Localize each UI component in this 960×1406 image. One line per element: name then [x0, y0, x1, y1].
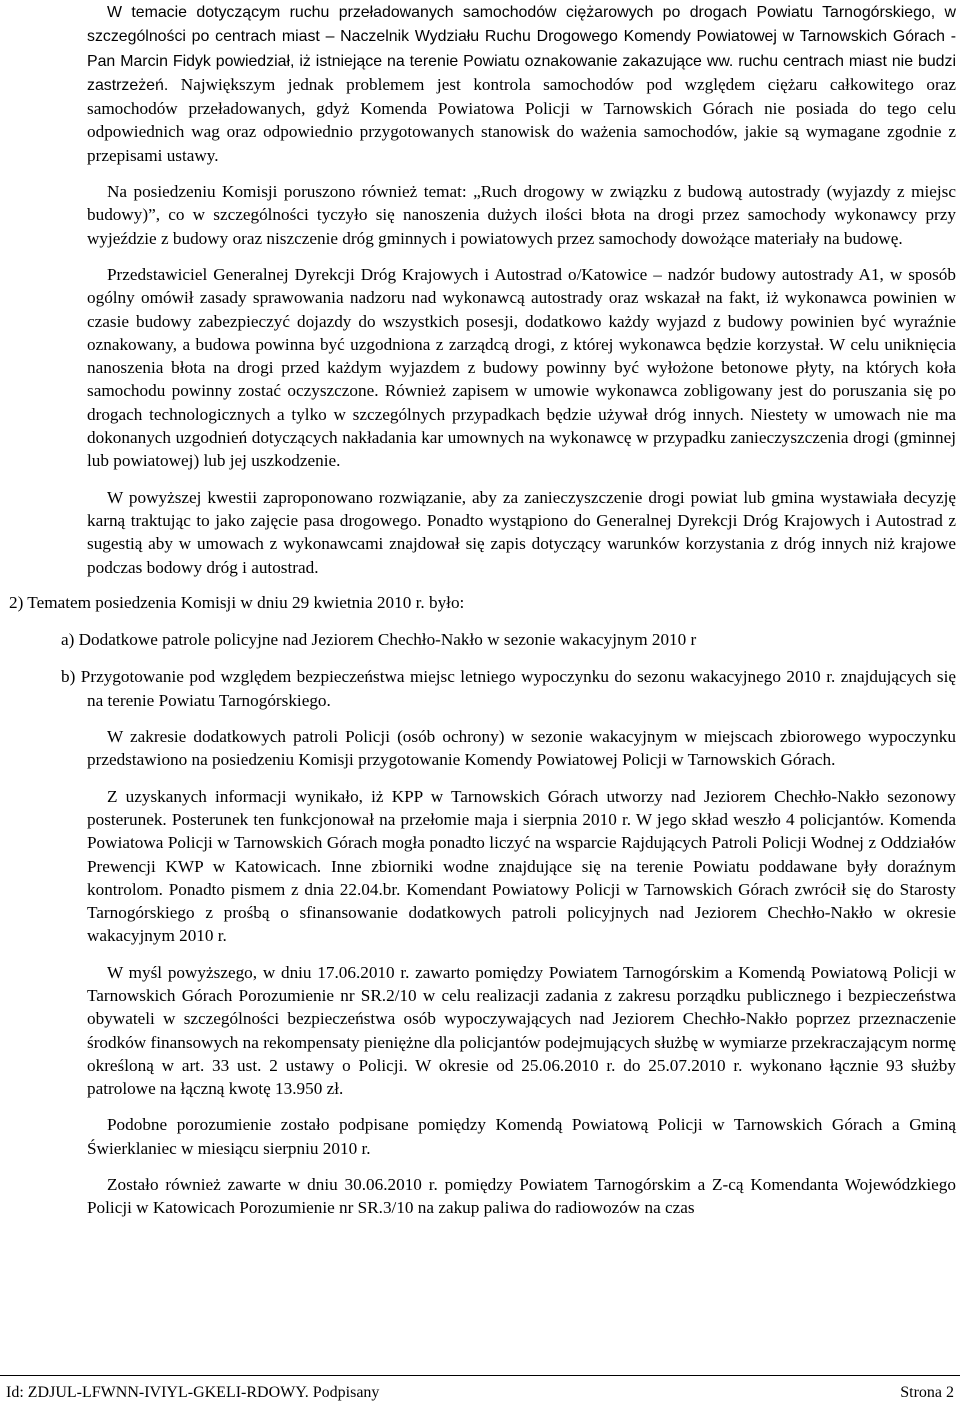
paragraph-police-patrols: W zakresie dodatkowych patroli Policji (osób ochrony) w sezonie wakacyjnym w miejscach zbiorowego wypoczynku przedstawiono na posiedzeniu Komisji przygotowanie Komendy Powiatowej Policji w Tarnowskich Górach.: [87, 727, 956, 770]
paragraph-agreement-sr2: W myśl powyższego, w dniu 17.06.2010 r. zawarto pomiędzy Powiatem Tarnogórskim a Komendą Powiatową Policji w Tarnowskich Górach Porozumienie nr SR.2/10 w celu realizacji zadania z zakresu porządku publicznego i bezpieczeństwa obywateli w szczególności bezpieczeństwa osób wypoczywających nad Jeziorem Chechło-Nakło poprzez przeznaczenie środków finansowych na rekompensaty pieniężne dla policjantów podejmujących służbę w wymiarze przekraczającym normę określoną w art. 33 ust. 2 ustawy o Policji. W okresie od 25.06.2010 r. do 25.07.2010 r. wykonano łącznie 93 służby patrolowe na łączną kwotę 13.950 zł.: [87, 962, 956, 1099]
sub-item-a: a) Dodatkowe patrole policyjne nad Jeziorem Chechło-Nakło w sezonie wakacyjnym 2010 r: [61, 630, 697, 650]
paragraph-gddkia-representative: Przedstawiciel Generalnej Dyrekcji Dróg Krajowych i Autostrad o/Katowice – nadzór budowy autostrady A1, w sposób ogólny omówił zasady sprawowania nadzoru nad wykonawcą autostrady oraz wskazał na fakt, iż wykonawca powinien w czasie budowy zabezpieczyć dojazdy do wszystkich posesji, dodatkowo każdy wyjazd z budowy powinien być wyraźnie oznakowany, a budowa powinna być uzgodniona z zarządcą drogi, z której wykonawca będzie korzystał. W celu uniknięcia nanoszenia błota na drogi przed każdym wyjazdem z budowy powinny być wyłożone betonowe płyty, na których koła samochodu powinny zostać oczyszczone. Również zapisem w umowie wykonawca zobligowany jest do poruszania się po drogach technologicznych a tylko w szczególnych przypadkach będzie używał dróg innych. Niestety w umowach nie ma dokonanych uzgodnień dotyczących nakładania kar umownych na wykonawcę w przypadku zanieczyszczenia drogi (gminnej lub powiatowej) lub jej uszkodzenie.: [87, 264, 956, 471]
page-footer: [0, 1375, 960, 1401]
paragraph-motorway-topic: Na posiedzeniu Komisji poruszono również temat: „Ruch drogowy w związku z budową autostrady (wyjazdy z miejsc budowy)”, co w szczególności tyczyło się nanoszenia dużych ilości błota na drogi przez samochody wykonawcy przy wyjeździe z budowy oraz niszczenie dróg gminnych i powiatowych przez samochody dowożące materiały na budowę.: [87, 182, 956, 248]
page-number: Strona 2: [900, 1384, 954, 1401]
document-id: Id: ZDJUL-LFWNN-IVIYL-GKELI-RDOWY. Podpisany: [6, 1384, 380, 1401]
sub-item-b: b) Przygotowanie pod względem bezpieczeństwa miejsc letniego wypoczynku do sezonu wakacyjnego 2010 r. znajdujących się na terenie Powiatu Tarnogórskiego.: [61, 667, 956, 710]
paragraph-truck-traffic: [87, 0, 956, 167]
paragraph-serif-segment: Największym jednak problemem jest kontrola samochodów pod względem ciężaru całkowitego oraz samochodów przeładowanych, gdyż Komenda Powiatowa Policji w Tarnowskich Górach nie posiada do tego celu odpowiednich wag oraz odpowiednio przygotowanych stanowisk do ważenia samochodów, jakie są wymagane zgodnie z przepisami ustawy.: [87, 74, 956, 165]
paragraph-agreement-sr3: Zostało również zawarte w dniu 30.06.2010 r. pomiędzy Powiatem Tarnogórskim a Z-cą Komendanta Wojewódzkiego Policji w Katowicach Porozumienie nr SR.3/10 na zakup paliwa do radiowozów na czas: [87, 1175, 956, 1218]
numbered-item-2: 2) Tematem posiedzenia Komisji w dniu 29 kwietnia 2010 r. było:: [9, 592, 465, 612]
paragraph-proposed-solution: W powyższej kwestii zaproponowano rozwiązanie, aby za zanieczyszczenie drogi powiat lub gmina wystawiała decyzję karną traktując to jako zajęcie pasa drogowego. Ponadto wystąpiono do Generalnej Dyrekcji Dróg Krajowych i Autostrad z sugestią aby w umowach z wykonawcami znajdował się zapis dotyczący warunków korzystania z dróg innych niż krajowe podczas bodowy dróg i autostrad.: [87, 487, 956, 577]
paragraph-kpp-information: Z uzyskanych informacji wynikało, iż KPP w Tarnowskich Górach utworzy nad Jeziorem Chechło-Nakło sezonowy posterunek. Posterunek ten funkcjonował na przełomie maja i sierpnia 2010 r. W jego skład weszło 4 policjantów. Komenda Powiatowa Policji w Tarnowskich Górach mogła ponadto liczyć na wsparcie Rajdujących Patroli Policji Wodnej z Oddziałów Prewencji KWP w Katowicach. Inne zbiorniki wodne znajdujące się na terenie Powiatu poddawane były doraźnym kontrolom. Ponadto pismem z dnia 22.04.br. Komendant Powiatowy Policji w Tarnowskich Górach zwrócił się do Starosty Tarnogórskiego z prośbą o sfinansowanie dodatkowych patroli policyjnych nad Jeziorem Chechło-Nakło w okresie wakacyjnym 2010 r.: [87, 786, 956, 946]
document-body: [9, 0, 956, 1220]
paragraph-swierklaniec-agreement: Podobne porozumienie zostało podpisane pomiędzy Komendą Powiatową Policji w Tarnowskich Górach a Gminą Świerklaniec w miesiącu sierpniu 2010 r.: [87, 1115, 956, 1158]
paragraph-sans-segment: W temacie dotyczącym ruchu przeładowanych samochodów ciężarowych po drogach Powiatu Tarnogórskiego, w szczególności po centrach miast – Naczelnik Wydziału Ruchu Drogowego Komendy Powiatowej w Tarnowskich Górach - Pan Marcin Fidyk powiedział, iż istniejące na terenie Powiatu oznakowanie zakazujące ww. ruchu centrach miast nie budzi zastrzeżeń.: [87, 4, 956, 94]
